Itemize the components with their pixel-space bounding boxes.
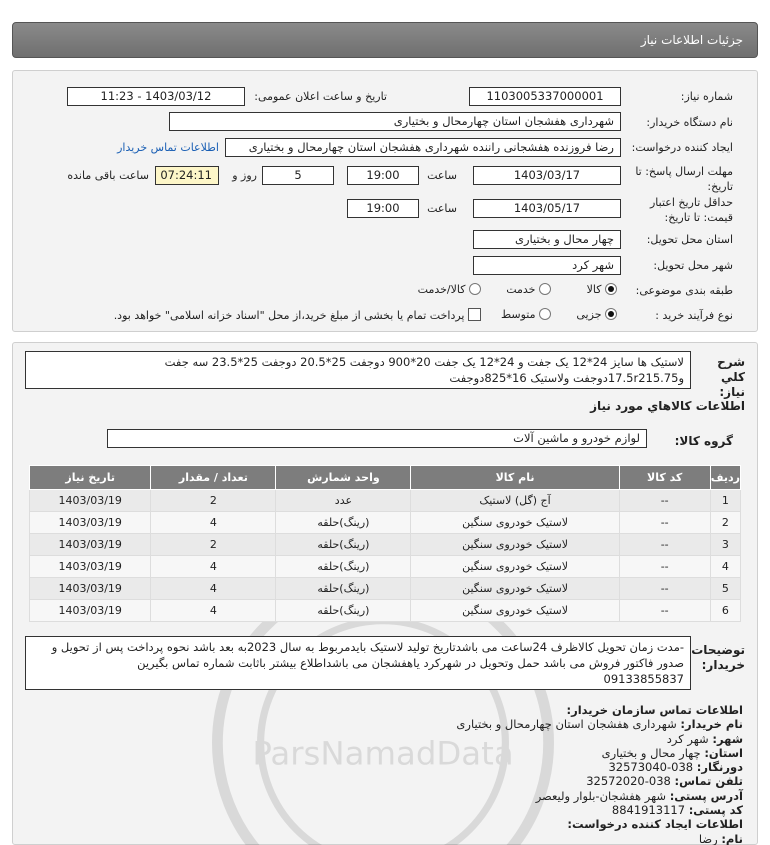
need-number-label: شماره نیاز: — [680, 90, 733, 103]
cell-row-number: 2 — [710, 512, 740, 534]
cell-quantity: 4 — [151, 512, 276, 534]
cell-need-date: 1403/03/19 — [30, 556, 151, 578]
header-item-name: نام کالا — [411, 466, 619, 490]
cell-item-name: لاستیک خودروی سنگین — [411, 556, 619, 578]
summary-line-2: و17.5r215.75دوجفت ولاستیک 16*825دوجفت — [449, 371, 684, 385]
buyer-notes-line-2: صدور فاکتور فروش می باشد حمل وتحویل در شهرکرد یاهفشجان می باشداطلاع بیشتر باثابت شماره تماس بگیرین — [137, 656, 684, 670]
cell-need-date: 1403/03/19 — [30, 490, 151, 512]
buyer-org-field: شهرداری هفشجان استان چهارمحال و بختیاری — [169, 112, 621, 131]
cell-need-date: 1403/03/19 — [30, 600, 151, 622]
cell-unit: (رینگ)حلقه — [276, 556, 411, 578]
contact-phone-label: تلفن تماس: — [674, 774, 743, 789]
reply-days-field: 5 — [262, 166, 334, 185]
contact-name-label: نام خریدار: — [680, 717, 743, 732]
radio-icon — [539, 283, 551, 295]
category-option-goods-service[interactable]: کالا/خدمت — [418, 283, 481, 296]
requester-field: رضا فروزنده هفشجانی راننده شهرداری هفشجان استان چهارمحال و بختیاری — [225, 138, 621, 157]
goods-table — [29, 465, 741, 622]
cell-item-name: لاستیک خودروی سنگین — [411, 600, 619, 622]
need-number-field: 1103005337000001 — [469, 87, 621, 106]
table-row — [30, 534, 741, 556]
cell-quantity: 4 — [151, 578, 276, 600]
summary-line-1: لاستیک ها سایز 24*12 یک جفت و 24*12 یک جفت 20*900 دوجفت 25*20.5 دوجفت 25*23.5 سه جفت — [164, 355, 684, 369]
delivery-city-label: شهر محل تحویل: — [653, 259, 733, 272]
cell-unit: (رینگ)حلقه — [276, 578, 411, 600]
checkbox-icon — [468, 308, 481, 321]
radio-selected-icon — [605, 283, 617, 295]
contact-postal: 8841913117 — [611, 803, 686, 818]
announce-datetime-field: 1403/03/12 - 11:23 — [67, 87, 245, 106]
goods-group-label: گروه کالا: — [674, 434, 733, 448]
reply-time-label: ساعت — [427, 169, 457, 182]
contact-province: چهار محال و بختیاری — [601, 745, 701, 760]
buyer-notes-box — [25, 636, 691, 690]
table-row — [30, 512, 741, 534]
cell-item-code: -- — [619, 512, 710, 534]
cell-item-code: -- — [619, 556, 710, 578]
reply-deadline-label: مهلت ارسال پاسخ: تا تاریخ: — [635, 165, 733, 193]
creator-title: اطلاعات ایجاد کننده درخواست: — [567, 817, 743, 832]
cell-row-number: 6 — [710, 600, 740, 622]
cell-item-name: لاستیک خودروی سنگین — [411, 578, 619, 600]
radio-icon — [469, 283, 481, 295]
goods-info-title: اطلاعات کالاهاي مورد نياز — [590, 399, 745, 413]
contact-title: اطلاعات تماس سازمان خریدار: — [566, 703, 743, 717]
reply-date-field: 1403/03/17 — [473, 166, 621, 185]
price-validity-label: حداقل تاریخ اعتبار قیمت: تا تاریخ: — [649, 196, 733, 224]
cell-need-date: 1403/03/19 — [30, 578, 151, 600]
cell-need-date: 1403/03/19 — [30, 534, 151, 556]
contact-phone: 038-32572020 — [586, 774, 671, 789]
delivery-city-field: شهر کرد — [473, 256, 621, 275]
cell-item-name: آج (گل) لاستیک — [411, 490, 619, 512]
remaining-time-field: 07:24:11 — [155, 166, 219, 185]
buyer-notes-label: توضیحات خریدار: — [691, 643, 745, 672]
contact-name: شهرداری هفشجان استان چهارمحال و بختیاری — [456, 717, 677, 732]
delivery-province-field: چهار محال و بختیاری — [473, 230, 621, 249]
reply-days-label: روز و — [232, 169, 257, 182]
buyer-org-label: نام دستگاه خریدار: — [646, 116, 733, 129]
table-header-row — [30, 466, 741, 490]
contact-address: شهر هفشجان-بلوار ولیعصر — [535, 788, 667, 803]
price-validity-time-field: 19:00 — [347, 199, 419, 218]
process-option-medium[interactable]: متوسط — [501, 308, 551, 321]
cell-quantity: 4 — [151, 556, 276, 578]
buyer-notes-line-3: 09133855837 — [603, 672, 684, 686]
treasury-checkbox-row[interactable]: پرداخت تمام یا بخشی از مبلغ خرید،از محل "اسناد خزانه اسلامی" خواهد بود. — [114, 308, 481, 322]
contact-fax-label: دورنگار: — [696, 760, 743, 775]
radio-selected-icon — [605, 308, 617, 320]
cell-row-number: 4 — [710, 556, 740, 578]
table-row — [30, 578, 741, 600]
radio-icon — [539, 308, 551, 320]
cell-item-code: -- — [619, 578, 710, 600]
process-option-minor[interactable]: جزیی — [576, 308, 617, 321]
remaining-time-label: ساعت باقی مانده — [67, 169, 149, 182]
contact-city-label: شهر: — [712, 731, 743, 746]
goods-group-field: لوازم خودرو و ماشین آلات — [107, 429, 647, 448]
cell-item-code: -- — [619, 490, 710, 512]
cell-unit: (رینگ)حلقه — [276, 534, 411, 556]
delivery-province-label: استان محل تحویل: — [646, 233, 733, 246]
header-quantity: تعداد / مقدار — [151, 466, 276, 490]
contact-province-label: استان: — [704, 745, 743, 760]
header-item-code: کد کالا — [619, 466, 710, 490]
process-label: نوع فرآیند خرید : — [655, 309, 733, 322]
table-row — [30, 556, 741, 578]
page-title: جزئیات اطلاعات نیاز — [12, 22, 758, 58]
requester-label: ایجاد کننده درخواست: — [631, 141, 733, 154]
summary-label: شرح کلي نياز: — [717, 355, 745, 399]
creator-name: رضا — [698, 831, 718, 845]
buyer-notes-line-1: -مدت زمان تحویل کالاظرف 24ساعت می باشدتاریخ تولید لاستیک بایدمربوط به سال 2023به بعد باشد نحوه پرداخت پس از تحویل و — [51, 640, 684, 654]
cell-quantity: 4 — [151, 600, 276, 622]
contact-postal-label: کد پستی: — [688, 803, 743, 818]
cell-need-date: 1403/03/19 — [30, 512, 151, 534]
summary-box — [25, 351, 691, 389]
creator-name-label: نام: — [721, 831, 743, 845]
cell-unit: عدد — [276, 490, 411, 512]
buyer-contact-link[interactable]: اطلاعات تماس خریدار — [117, 141, 219, 154]
header-unit: واحد شمارش — [276, 466, 411, 490]
contact-fax: 038-32573040 — [608, 760, 694, 775]
goods-panel — [12, 342, 758, 845]
need-info-panel — [12, 70, 758, 332]
cell-quantity: 2 — [151, 534, 276, 556]
contact-city: شهر کرد — [666, 731, 709, 746]
cell-quantity: 2 — [151, 490, 276, 512]
buyer-contact-section — [456, 703, 743, 845]
cell-item-name: لاستیک خودروی سنگین — [411, 512, 619, 534]
price-validity-time-label: ساعت — [427, 202, 457, 215]
price-validity-date-field: 1403/05/17 — [473, 199, 621, 218]
table-row — [30, 600, 741, 622]
cell-unit: (رینگ)حلقه — [276, 512, 411, 534]
svg-text:ParsNamadData: ParsNamadData — [252, 734, 514, 773]
header-row-number: ردیف — [710, 466, 740, 490]
cell-unit: (رینگ)حلقه — [276, 600, 411, 622]
cell-item-name: لاستیک خودروی سنگین — [411, 534, 619, 556]
cell-item-code: -- — [619, 534, 710, 556]
cell-row-number: 5 — [710, 578, 740, 600]
announce-datetime-label: تاریخ و ساعت اعلان عمومی: — [254, 90, 387, 103]
table-row — [30, 490, 741, 512]
category-label: طبقه بندی موضوعی: — [635, 284, 733, 297]
cell-row-number: 3 — [710, 534, 740, 556]
category-option-goods[interactable]: کالا — [587, 283, 617, 296]
header-need-date: تاریخ نیاز — [30, 466, 151, 490]
cell-item-code: -- — [619, 600, 710, 622]
contact-address-label: آدرس پستی: — [669, 788, 743, 803]
cell-row-number: 1 — [710, 490, 740, 512]
reply-time-field: 19:00 — [347, 166, 419, 185]
category-option-service[interactable]: خدمت — [506, 283, 551, 296]
